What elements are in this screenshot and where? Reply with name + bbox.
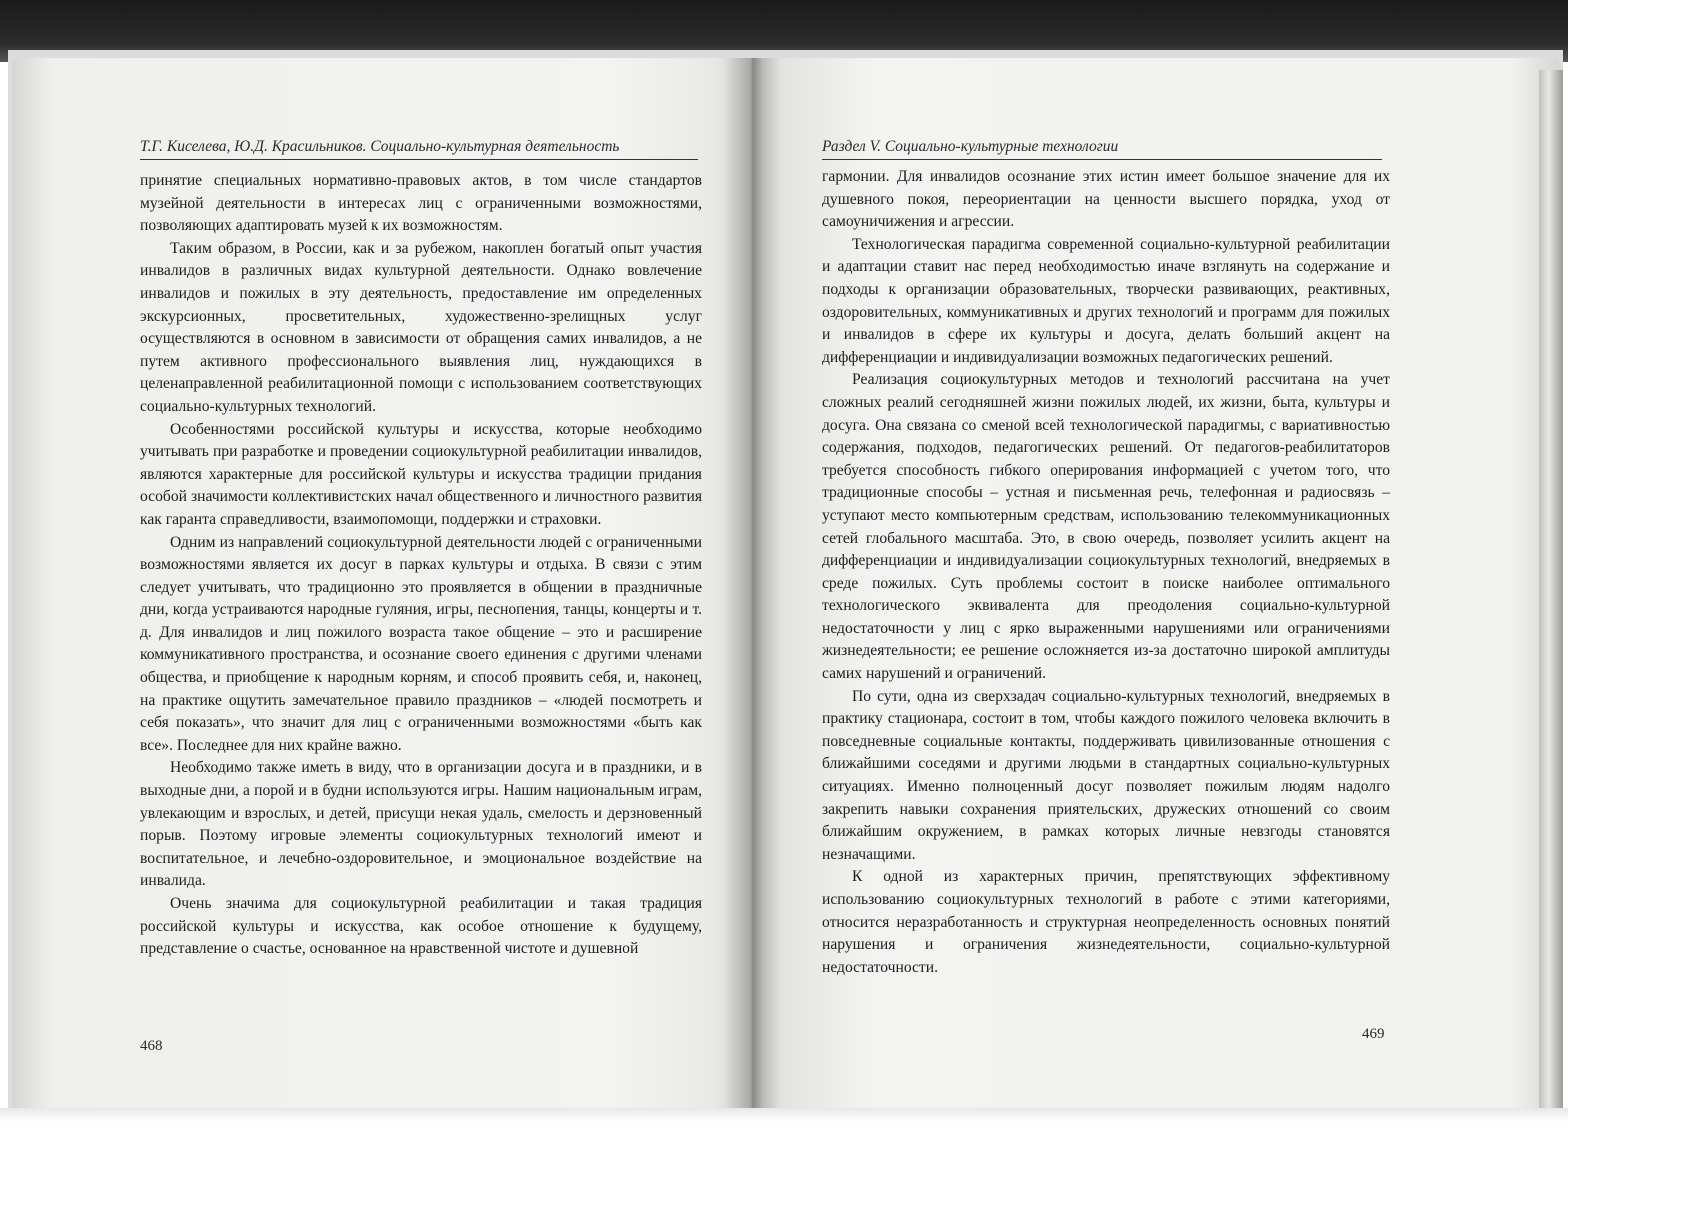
right-page-body (822, 166, 1390, 979)
paragraph: Особенностями российской культуры и искусства, которые необходимо учитывать при разработке и проведении социокультурной реабилитации инвалидов, являются характерные для российской культуры и искусства традиции придания особой значимости коллективистских начал общественного и личностного развития как гаранта справедливости, взаимопомощи, поддержки и страховки. (140, 420, 702, 528)
scanner-edge-bottom (0, 1108, 1568, 1122)
book-gutter-shadow (724, 58, 780, 1110)
paragraph: Очень значима для социокультурной реабилитации и такая традиция российской культуры и искусства, как особое отношение к будущему, представление о счастье, основанное на нравственной чистоте и душевной (140, 895, 702, 958)
page-number-right: 469 (1362, 1026, 1385, 1042)
paragraph: принятие специальных нормативно-правовых актов, в том числе стандартов музейной деятельности в интересах лиц с ограниченными возможностями, позволяющих адаптировать музей к их возможностям. (140, 172, 702, 235)
open-book (8, 50, 1563, 1110)
running-head-left: Т.Г. Киселева, Ю.Д. Красильников. Социально-культурная деятельность (140, 138, 698, 160)
left-page-body (140, 170, 702, 961)
paragraph: Реализация социокультурных методов и технологий рассчитана на учет сложных реалий сегодняшней жизни пожилых людей, их жизни, быта, культуры и досуга. Она связана со сменой всей технологической парадигмы, с вариативностью содержания, подходов, педагогических решений. От педагогов-реабилитаторов требуется способность гибкого оперирования информацией с учетом того, что традиционные способы – устная и письменная речь, телефонная и радиосвязь – уступают место компьютерным средствам, использованию телекоммуникационных сетей глобального масштаба. Это, в свою очередь, позволяет усилить акцент на дифференциации и индивидуализации социокультурных технологий, внедряемых в среде пожилых. Суть проблемы состоит в поиске наиболее оптимального технологического эквивалента для преодоления социально-культурной недостаточности у лиц с ярко выраженными нарушениями или ограничениями жизнедеятельности; ее решение осложняется из-за достаточно широкой амплитуды самих нарушений и ограничений. (822, 371, 1390, 683)
right-page (752, 58, 1560, 1110)
paragraph: гармонии. Для инвалидов осознание этих истин имеет большое значение для их душевного покоя, переориентации на ценности высшего порядка, уход от самоуничижения и агрессии. (822, 168, 1390, 231)
paragraph: По сути, одна из сверхзадач социально-культурных технологий, внедряемых в практику стационара, состоит в том, чтобы каждого пожилого человека включить в повседневные социальные контакты, поддерживать цивилизованные отношения с ближайшими соседями и другими людьми в стандартных социально-культурных ситуациях. Именно полноценный досуг позволяет пожилым людям надолго закрепить навыки сохранения приятельских, дружеских отношений со своим ближайшим окружением, в рамках которых личные невзгоды становятся незначащими. (822, 687, 1390, 863)
paragraph: Таким образом, в России, как и за рубежом, накоплен богатый опыт участия инвалидов в различных видах культурной деятельности. Однако вовлечение инвалидов и пожилых в эту деятельность, предоставление им определенных экскурсионных, просветительных, художественно-зрелищных услуг осуществляются в основном в зависимости от обращения самих инвалидов, а не путем активного профессионального выявления лиц, нуждающихся в целенаправленной реабилитационной помощи с использованием соответствующих социально-культурных технологий. (140, 239, 702, 415)
paragraph: Технологическая парадигма современной социально-культурной реабилитации и адаптации ставит нас перед необходимостью иначе взглянуть на содержание и подходы к организации образовательных, творчески развивающих, реактивных, оздоровительных, коммуникативных и других технологий и программ для пожилых и инвалидов в сфере их культуры и досуга, делать больший акцент на дифференциации и индивидуализации возможных педагогических решений. (822, 235, 1390, 366)
running-head-right: Раздел V. Социально-культурные технологии (822, 138, 1382, 160)
page-number-left: 468 (140, 1038, 163, 1054)
page-stack-edge (1539, 70, 1563, 1110)
paragraph: К одной из характерных причин, препятствующих эффективному использованию социокультурных технологий в работе с этими категориями, относится неразработанность и структурная неопределенность основных понятий нарушения и ограничения жизнедеятельности, социально-культурной недостаточности. (822, 868, 1390, 976)
paragraph: Необходимо также иметь в виду, что в организации досуга и в праздники, и в выходные дни, а порой и в будни используются игры. Нашим национальным играм, увлекающим и взрослых, и детей, присущи некая удаль, смелость и дерзновенный порыв. Поэтому игровые элементы социокультурных технологий имеют и воспитательное, и лечебно-оздоровительное, и эмоциональное воздействие на инвалида. (140, 759, 702, 890)
paragraph: Одним из направлений социокультурной деятельности людей с ограниченными возможностями является их досуг в парках культуры и отдыха. В связи с этим следует учитывать, что традиционно это проявляется в общении в праздничные дни, когда устраиваются народные гуляния, игры, песнопения, танцы, концерты и т. д. Для инвалидов и лиц пожилого возраста такое общение – это и расширение коммуникативного пространства, и осознание своего единения с другими членами общества, и приобщение к народным корням, и способ проявить себя, и, наконец, на практике ощутить замечательное правило праздников – «людей посмотреть и себя показать», что значит для лиц с ограниченными возможностями «быть как все». Последнее для них крайне важно. (140, 533, 702, 754)
left-page (12, 58, 752, 1110)
